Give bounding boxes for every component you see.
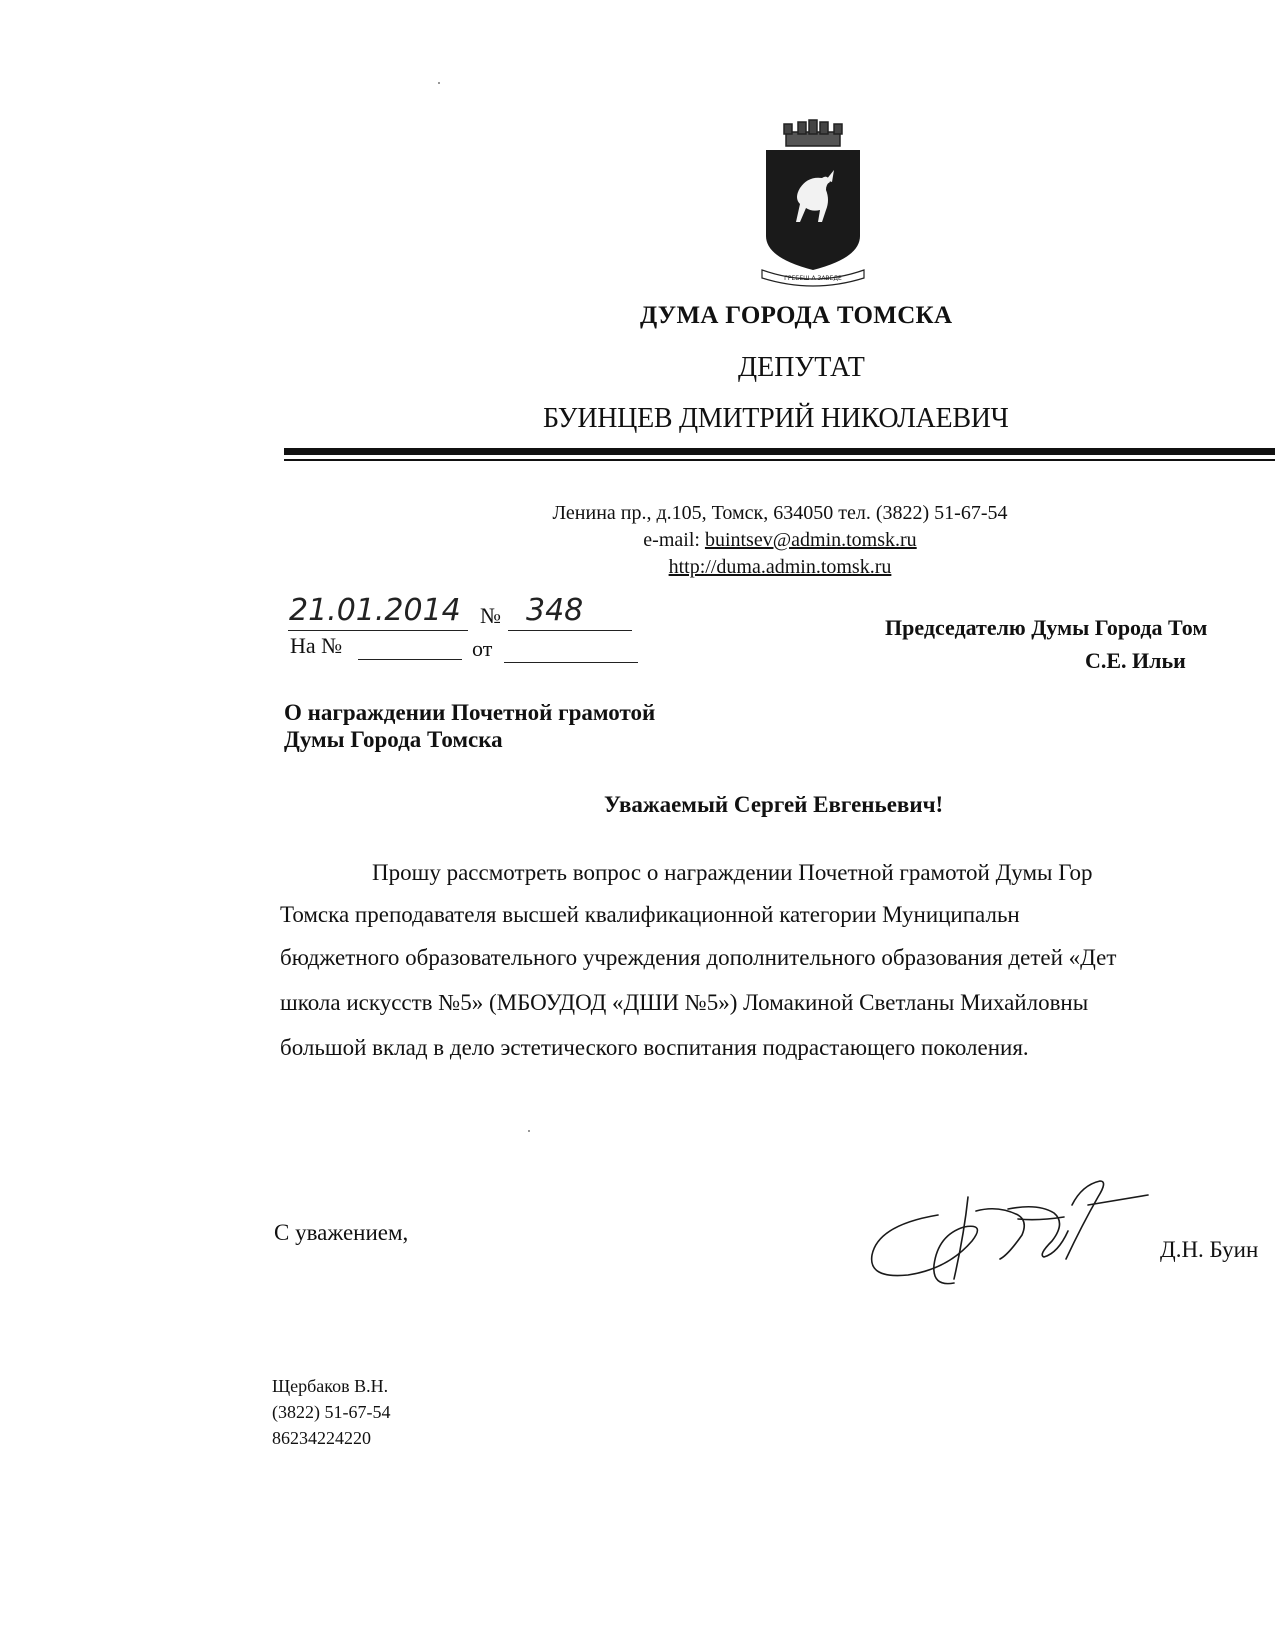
deputy-name: БУИНЦЕВ ДМИТРИЙ НИКОЛАЕВИЧ (543, 403, 1009, 434)
website-link[interactable]: http://duma.admin.tomsk.ru (668, 556, 892, 578)
address-line: Ленина пр., д.105, Томск, 634050 тел. (3822) 51-67-54 (552, 502, 1008, 524)
subject-line-2: Думы Города Томска (284, 727, 503, 752)
scan-speck (528, 1130, 530, 1132)
executor-name: Щербаков В.Н. (272, 1376, 389, 1396)
salutation: Уважаемый Сергей Евгеньевич! (604, 792, 944, 817)
body-line: бюджетного образовательного учреждения дополнительного образования детей «Дет (280, 945, 1117, 970)
registration-date: 21.01.2014 (289, 593, 461, 628)
from-label: от (472, 636, 493, 661)
number-underline (508, 630, 632, 631)
website-line (0, 556, 1275, 579)
subject-line-1: О награждении Почетной грамотой (284, 700, 656, 725)
role-title: ДЕПУТАТ (738, 352, 865, 383)
crown-icon (784, 120, 842, 146)
body-line: Прошу рассмотреть вопрос о награждении Почетной грамотой Думы Гор (372, 860, 1093, 885)
header-divider-thick (284, 448, 1275, 455)
addressee-line-1: Председателю Думы Города Том (885, 615, 1208, 640)
reply-to-label: На № (290, 633, 343, 658)
registration-number: 348 (526, 593, 584, 628)
number-sign: № (480, 603, 501, 628)
date-underline (288, 630, 468, 631)
email-line (0, 529, 1275, 552)
signer-name: Д.Н. Буин (1160, 1237, 1259, 1262)
email-link[interactable]: buintsev@admin.tomsk.ru (704, 529, 917, 551)
reply-date-blank (504, 662, 638, 663)
handwritten-signature (868, 1175, 1158, 1295)
header-divider-thin (284, 459, 1275, 461)
coat-of-arms-emblem (756, 118, 870, 288)
reply-number-blank (358, 659, 462, 660)
body-line: Томска преподавателя высшей квалификационной категории Муниципальн (280, 902, 1020, 927)
organization-name: ДУМА ГОРОДА ТОМСКА (640, 302, 953, 329)
addressee-line-2: С.Е. Ильи (1085, 648, 1186, 673)
ribbon-icon (762, 270, 864, 286)
scan-speck (438, 82, 440, 84)
closing-phrase: С уважением, (274, 1220, 409, 1245)
executor-code: 86234224220 (272, 1428, 371, 1448)
body-line: большой вклад в дело эстетического воспитания подрастающего поколения. (280, 1035, 1029, 1060)
email-label: e-mail: (643, 529, 705, 551)
svg-text:ГРЕБЕШ А ЗАВЕДЕ: ГРЕБЕШ А ЗАВЕДЕ (784, 275, 842, 282)
executor-phone: (3822) 51-67-54 (272, 1402, 391, 1422)
body-line: школа искусств №5» (МБОУДОД «ДШИ №5») Ломакиной Светланы Михайловны (280, 990, 1089, 1015)
